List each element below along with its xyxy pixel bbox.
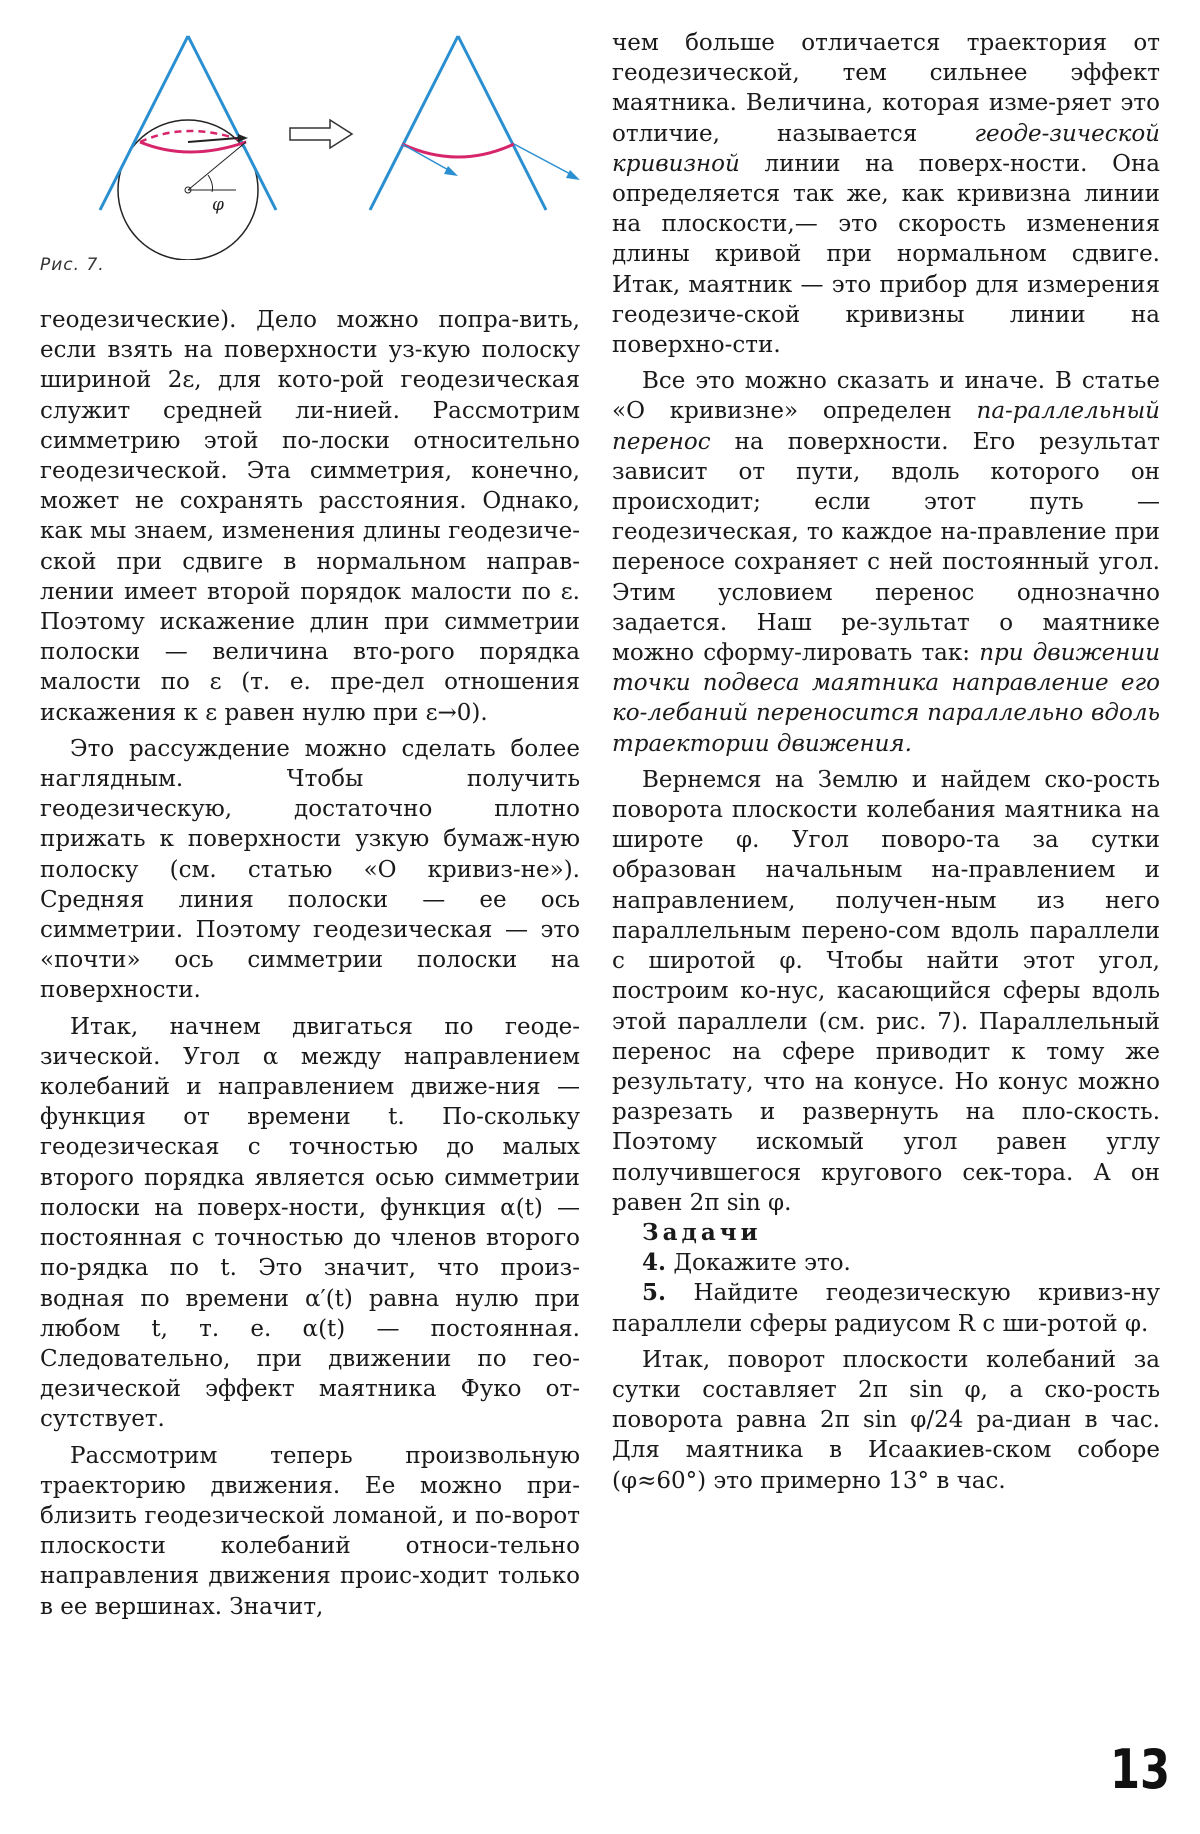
- transition-arrow-icon: [290, 120, 352, 148]
- left-paragraph-4: Рассмотрим теперь произвольную траекторию движения. Ее можно при-близить геодезической ломаной, и по-ворот плоскости колебаний относи-тельно направления движения проис-ходит только в ее вершинах. Значит,: [40, 1442, 580, 1620]
- left-paragraph-2: Это рассуждение можно сделать более наглядным. Чтобы получить геодезическую, достаточно плотно прижать к поверхности узкую бумаж-ную полоску (см. статью «О кривиз-не»). Средняя линия полоски — ее ось симметрии. Поэтому геодезическая — это «почти» ось симметрии полоски на поверхности.: [40, 735, 580, 1004]
- text-span: Все это можно сказать и иначе. В статье «О кривизне» определен: [612, 368, 1160, 425]
- phi-label: φ: [212, 195, 224, 215]
- term-parallel-transport: па-раллельный перенос: [612, 398, 1160, 455]
- task-4-text: Докажите это.: [666, 1250, 851, 1277]
- parallel-arc-back: [140, 131, 246, 142]
- term-geodesic-curvature: геоде-зической кривизной: [612, 120, 1160, 177]
- right-paragraph-1: [612, 28, 1160, 360]
- parallel-arc-front: [140, 142, 246, 152]
- direction-vector-left: [402, 144, 452, 172]
- text-span: на поверхности. Его результат зависит от пути, вдоль которого он происходит; если этот путь — геодезическая, то каждое на-правление при переносе сохраняет с ней постоянный угол. Этим условием перенос однозначно задается. Наш ре-зультат о маятнике можно сформу-лировать так:: [612, 428, 1160, 667]
- right-paragraph-2: [612, 366, 1160, 759]
- tasks-heading: [612, 1218, 1160, 1248]
- tasks-heading-text: Задачи: [642, 1218, 762, 1246]
- pendulum-arrowhead-icon: [238, 134, 248, 142]
- task-5-number: 5.: [642, 1279, 667, 1307]
- unrolled-right-line: [458, 36, 546, 210]
- unrolled-left-line: [370, 36, 458, 210]
- direction-arrowhead-right-icon: [566, 170, 580, 180]
- right-paragraph-4: Итак, поворот плоскости колебаний за сутки составляет 2π sin φ, а ско-рость поворота равна 2π sin φ/24 ра-диан в час. Для маятника в Исаакиев-ском соборе (φ≈60°) это примерно 13° в час.: [612, 1346, 1160, 1494]
- direction-arrowhead-left-icon: [444, 166, 458, 176]
- task-4-number: 4.: [642, 1249, 667, 1277]
- cone-right-line: [188, 36, 276, 210]
- figure-caption: Рис. 7.: [40, 255, 105, 275]
- text-span: линии на поверх-ности. Она определяется так же, как кривизна линии на плоскости,— это скорость изменения длины кривой при нормальном сдвиге. Итак, маятник — это прибор для измерения геодезиче-ской кривизны линии на поверхно-сти.: [612, 150, 1160, 359]
- task-4: [612, 1248, 1160, 1278]
- text-span: чем больше отличается траектория от геодезической, тем сильнее эффект маятника. Величина, которая изме-ряет это отличие, называется: [612, 30, 1160, 147]
- right-column: [612, 28, 1160, 1496]
- cone-sphere-diagram: [40, 20, 580, 260]
- pendulum-direction-line: [188, 138, 238, 142]
- page-number: 13: [1110, 1738, 1171, 1801]
- phi-angle-arc: [208, 175, 213, 192]
- left-column: [40, 305, 580, 1622]
- task-5: [612, 1278, 1160, 1338]
- left-paragraph-1: геодезические). Дело можно попра-вить, если взять на поверхности уз-кую полоску шириной 2ε, для кото-рой геодезическая служит средней ли-нией. Рассмотрим симметрию этой по-лоски относительно геодезической. Эта симметрия, конечно, может не сохранять расстояния. Однако, как мы знаем, изменения длины геодезиче-ской при сдвиге в нормальном направ-лении имеет второй порядок малости по ε. Поэтому искажение длин при симметрии полоски — величина вто-рого порядка малости по ε (т. е. пре-дел отношения искажения к ε равен нулю при ε→0).: [40, 307, 580, 726]
- cone-left-line: [100, 36, 188, 210]
- direction-vector-right: [514, 144, 574, 176]
- task-5-text: Найдите геодезическую кривиз-ну параллели сферы радиусом R с ши-ротой φ.: [612, 1280, 1160, 1337]
- left-paragraph-3: Итак, начнем двигаться по геоде-зической. Угол α между направлением колебаний и направлением движе-ния — функция от времени t. По-скольку геодезическая с точностью до малых второго порядка является осью симметрии полоски на поверх-ности, функция α(t) — постоянная с точностью до членов второго по-рядка по t. Это значит, что произ-водная по времени α′(t) равна нулю при любом t, т. е. α(t) — постоянная. Следовательно, при движении по гео-дезической эффект маятника Фуко от-сутствует.: [40, 1013, 580, 1433]
- right-paragraph-3: Вернемся на Землю и найдем ско-рость поворота плоскости колебания маятника на широте φ. Угол поворо-та за сутки образован начальным на-правлением и направлением, получен-ным из него параллельным перено-сом вдоль параллели с широтой φ. Чтобы найти этот угол, построим ко-нус, касающийся сферы вдоль этой параллели (см. рис. 7). Параллельный перенос на сфере приводит к тому же результату, что на конусе. Но конус можно разрезать и развернуть на пло-скость. Поэтому искомый угол равен углу получившегося кругового сек-тора. А он равен 2π sin φ.: [612, 766, 1160, 1216]
- unrolled-arc: [402, 144, 514, 157]
- figure-7: [40, 20, 580, 290]
- italic-conclusion: при движении точки подвеса маятника направление его ко-лебаний переносится параллельно вдоль траектории движения.: [612, 640, 1161, 757]
